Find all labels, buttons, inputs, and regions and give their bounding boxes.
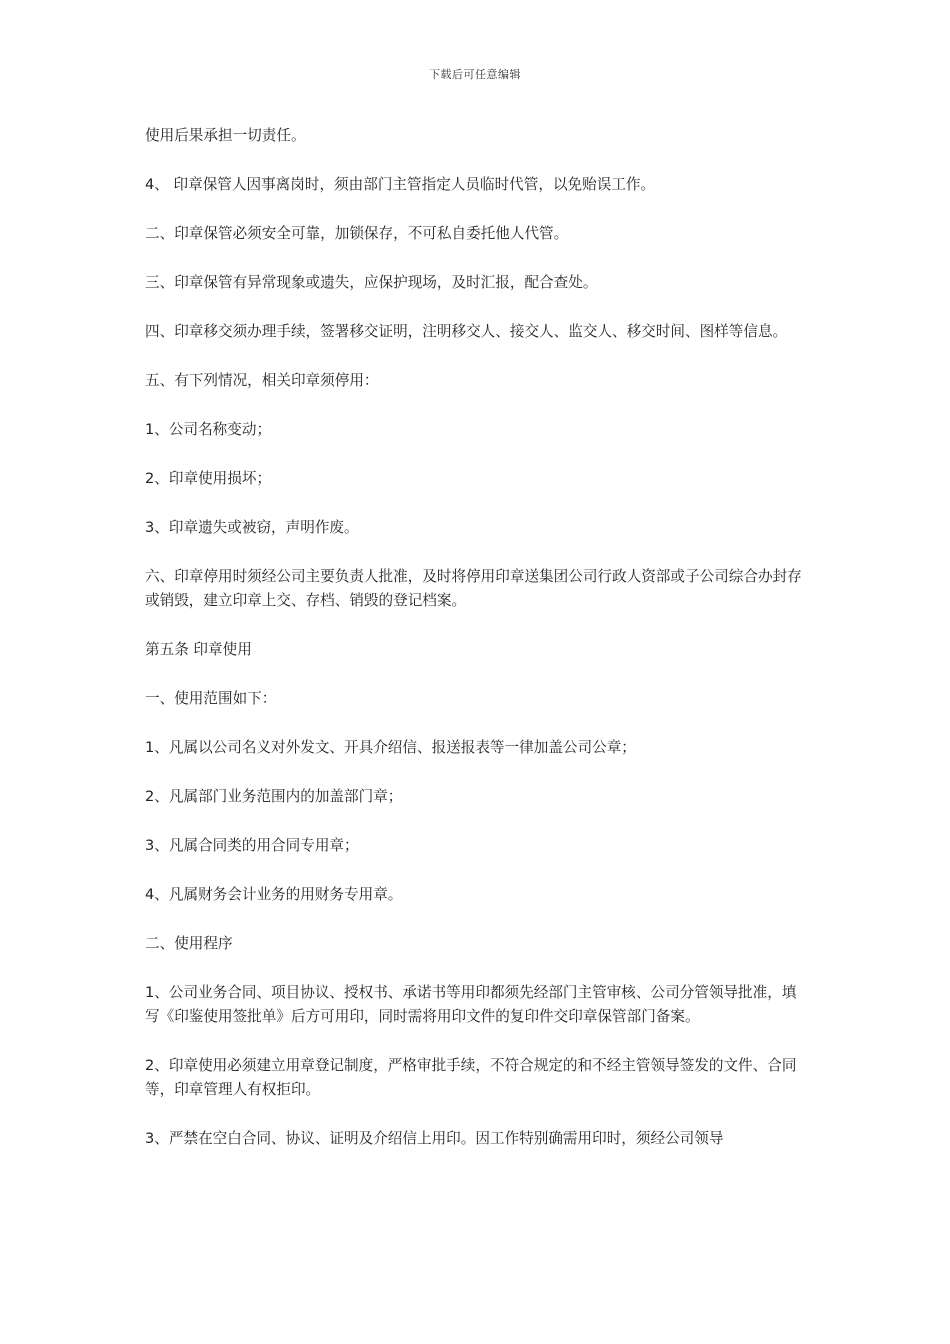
list-item: 4、凡属财务会计业务的用财务专用章。: [145, 886, 403, 903]
list-item: 2、凡属部门业务范围内的加盖部门章；: [145, 788, 403, 805]
paragraph: 二、使用程序: [145, 935, 233, 952]
list-item: 3、印章遗失或被窃，声明作废。: [145, 519, 359, 536]
list-item: 1、公司业务合同、项目协议、授权书、承诺书等用印都须先经部门主管审核、公司分管领导批准，填写《印鉴使用签批单》后方可用印，同时需将用印文件的复印件交印章保管部门备案。: [145, 984, 797, 1025]
list-item: 1、凡属以公司名义对外发文、开具介绍信、报送报表等一律加盖公司公章；: [145, 739, 636, 756]
paragraph: 使用后果承担一切责任。: [145, 127, 306, 144]
paragraph: 一、使用范围如下：: [145, 690, 277, 707]
list-item: 2、印章使用损坏；: [145, 470, 272, 487]
section-heading: 第五条 印章使用: [145, 641, 252, 658]
paragraph: 六、印章停用时须经公司主要负责人批准，及时将停用印章送集团公司行政人资部或子公司综合办封存或销毁，建立印章上交、存档、销毁的登记档案。: [145, 568, 802, 609]
document-body: [145, 124, 807, 1176]
paragraph: 三、印章保管有异常现象或遗失，应保护现场，及时汇报，配合查处。: [145, 274, 598, 291]
paragraph: 四、印章移交须办理手续，签署移交证明，注明移交人、接交人、监交人、移交时间、图样等信息。: [145, 323, 788, 340]
list-item: 3、凡属合同类的用合同专用章；: [145, 837, 359, 854]
paragraph: 4、 印章保管人因事离岗时，须由部门主管指定人员临时代管，以免贻误工作。: [145, 176, 656, 193]
list-item: 3、严禁在空白合同、协议、证明及介绍信上用印。因工作特别确需用印时，须经公司领导: [145, 1130, 724, 1147]
page-header-note: 下载后可任意编辑: [429, 68, 521, 81]
list-item: 2、印章使用必须建立用章登记制度，严格审批手续，不符合规定的和不经主管领导签发的文件、合同等，印章管理人有权拒印。: [145, 1057, 797, 1098]
paragraph: 二、印章保管必须安全可靠，加锁保存，不可私自委托他人代管。: [145, 225, 569, 242]
list-item: 1、公司名称变动；: [145, 421, 272, 438]
paragraph: 五、有下列情况，相关印章须停用：: [145, 372, 379, 389]
